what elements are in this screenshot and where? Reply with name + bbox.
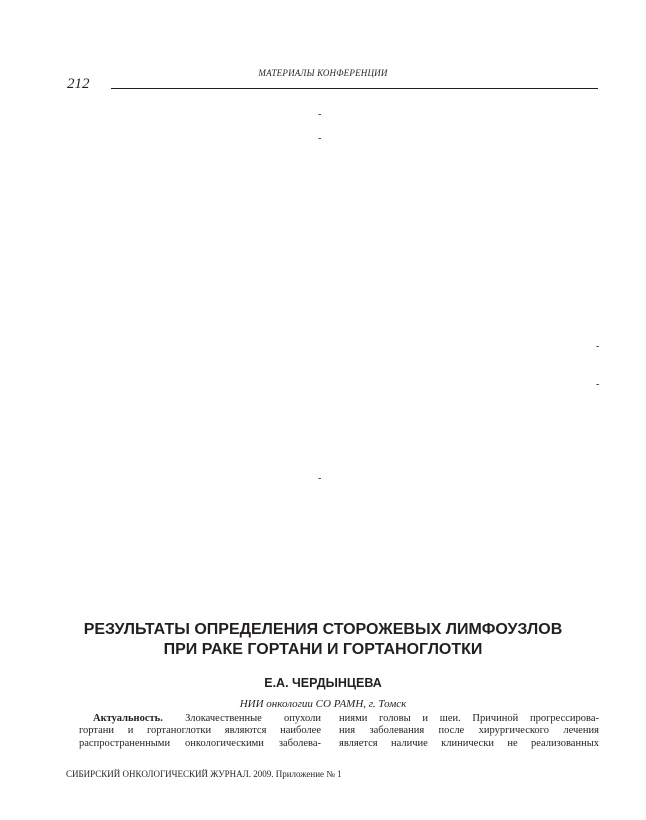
- body-line: гортани и гортаноглотки являются наиболее: [79, 725, 321, 737]
- body-text: Злокачественные опухоли: [185, 713, 321, 724]
- stray-mark: -: [318, 109, 322, 120]
- stray-mark: -: [596, 341, 600, 352]
- article-title: [0, 620, 646, 660]
- page-number: 212: [67, 76, 90, 92]
- stray-mark: -: [318, 133, 322, 144]
- body-line: является наличие клинически не реализованных: [339, 737, 599, 749]
- body-line: [79, 713, 321, 725]
- article-author: Е.А. ЧЕРДЫНЦЕВА: [264, 676, 382, 690]
- section-lead: Актуальность.: [93, 713, 163, 724]
- journal-footer: СИБИРСКИЙ ОНКОЛОГИЧЕСКИЙ ЖУРНАЛ. 2009. Приложение № 1: [66, 769, 342, 779]
- header-rule: [111, 88, 598, 89]
- body-column-right: [339, 713, 599, 750]
- author-affiliation: НИИ онкологии СО РАМН, г. Томск: [239, 698, 407, 710]
- stray-mark: -: [318, 473, 322, 484]
- article-title-line: ПРИ РАКЕ ГОРТАНИ И ГОРТАНОГЛОТКИ: [163, 641, 483, 658]
- body-line: ниями головы и шеи. Причиной прогрессирова-: [339, 713, 599, 724]
- body-line: ния заболевания после хирургического лечения: [339, 725, 599, 737]
- running-head: МАТЕРИАЛЫ КОНФЕРЕНЦИИ: [258, 68, 388, 78]
- article-title-line: РЕЗУЛЬТАТЫ ОПРЕДЕЛЕНИЯ СТОРОЖЕВЫХ ЛИМФОУЗЛОВ: [83, 621, 563, 638]
- body-line: распространенными онкологическими заболева-: [79, 737, 321, 749]
- body-column-left: [79, 713, 321, 750]
- stray-mark: -: [596, 379, 600, 390]
